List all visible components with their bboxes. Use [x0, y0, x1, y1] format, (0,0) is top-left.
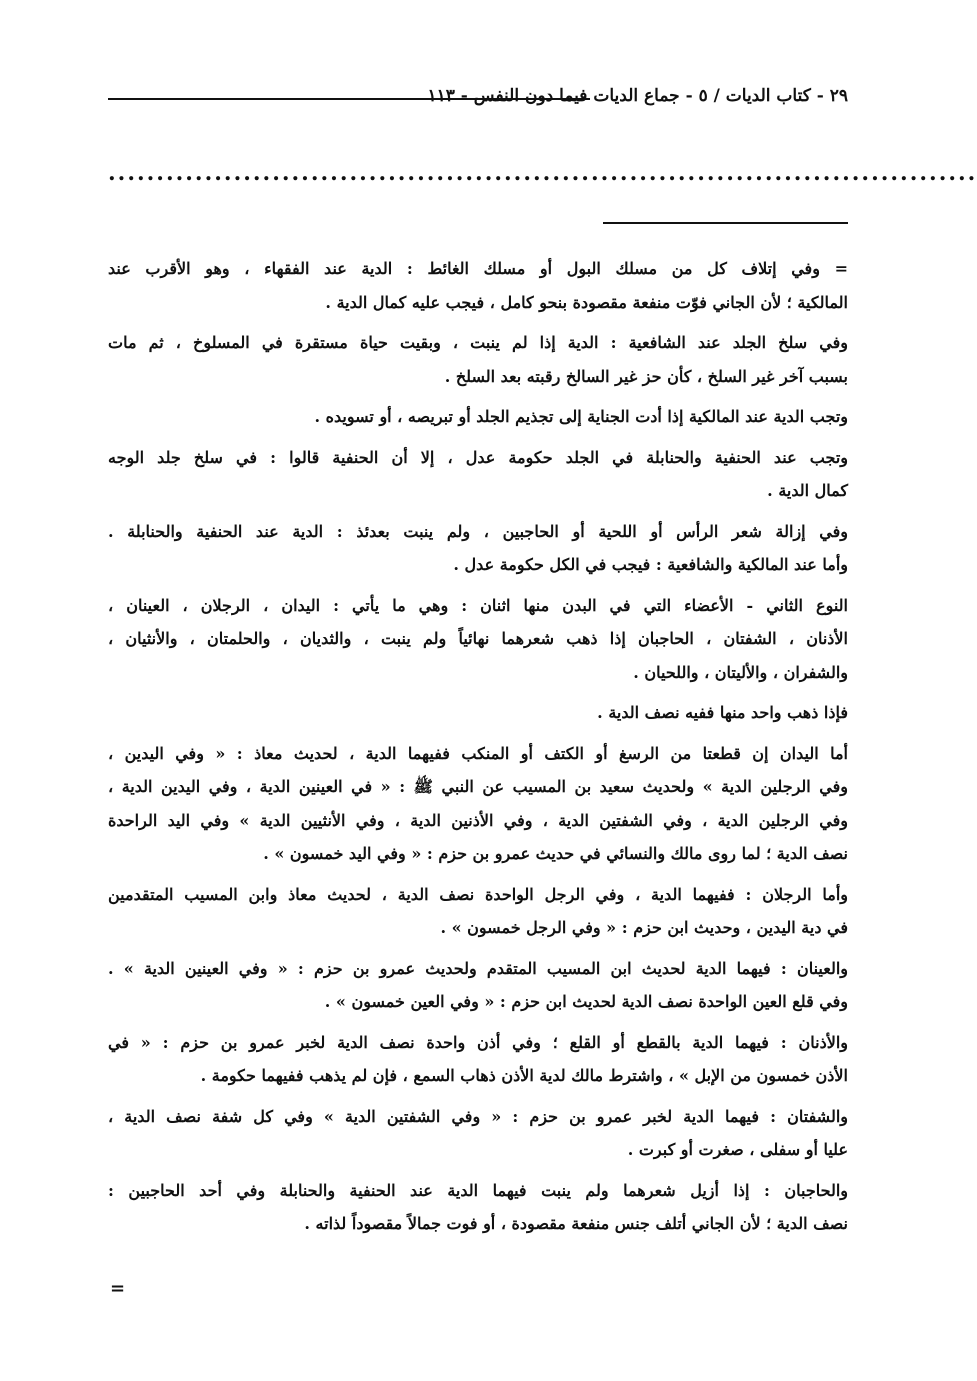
text-line: نصف الدية ؛ لأن الجاني أتلف جنس منفعة مقصودة ، أو فوت جمالاً مقصوداً لذاته . [304, 1214, 848, 1233]
continuation-mark: = [110, 1278, 126, 1299]
text-line: وأما الرجلان : ففيهما الدية ، وفي الرجل الواحدة نصف الدية ، لحديث معاذ وابن المسيب المتقدمين [108, 884, 848, 904]
text-line: وفي الرجلين الدية ، وفي الشفتين الدية ، وفي الأذنين الدية ، وفي الأنثيين الدية » وفي اليد الراحدة [108, 810, 848, 830]
paragraph [108, 1026, 848, 1093]
text-line: الأذن خمسون من الإبل » ، واشترط مالك لدية الأذن ذهاب السمع ، فإن لم يذهب ففيهما حكومة . [200, 1066, 848, 1085]
text-line: والعينان : فيهما الدية لحديث ابن المسيب المتقدم ولحديث عمرو بن حزم : « وفي العينين الدية » . [108, 958, 848, 978]
text-line: = وفي إتلاف كل من مسلك البول أو مسلك الغائط : الدية عند الفقهاء ، وهو الأقرب عند [108, 259, 849, 278]
text-line: نصف الدية ؛ لما روى مالك والنسائي في حديث عمرو بن حزم : « وفي اليد خمسون » . [263, 844, 848, 863]
text-line: وفي قلع العين الواحدة نصف الدية لحديث ابن حزم : « وفي العين خمسون » . [324, 992, 848, 1011]
paragraph [108, 441, 848, 508]
text-line: الأذنان ، الشفتان ، الحاجبان إذا ذهب شعرهما نهائياً ولم ينبت ، والثديان ، والحلمتان ، والأنثيان ، [108, 629, 848, 648]
text-line: والحاجبان : إذا أزيل شعرهما ولم ينبت فيهما الدية عند الحنفية والحنابلة وفي أحد الحاجبين : [108, 1180, 848, 1200]
paragraph [108, 589, 848, 690]
footnote-dots: .......................................................................................... [108, 160, 977, 186]
footnote-separator-rule [603, 222, 848, 224]
paragraph [108, 878, 848, 945]
text-line: عليا أو سفلى ، صغرت أو كبرت . [627, 1140, 848, 1159]
text-line: المالكية ؛ لأن الجاني فوّت منفعة مقصودة بنحو كامل ، فيجب عليه كمال الدية . [325, 292, 848, 312]
text-line: والشفتان : فيهما الدية لخبر عمرو بن حزم : « وفي الشفتين الدية » وفي كل شفة نصف الدية ، [108, 1106, 848, 1126]
text-line: النوع الثاني - الأعضاء التي في البدن منها اثنان : وهي ما يأتي : اليدان ، الرجلان ، العينان ، [108, 595, 848, 615]
text-line: في دية اليدين ، وحديث ابن حزم : « وفي الرجل خمسون » . [440, 918, 848, 937]
text-line: وتجب الدية عند المالكية إذا أدت الجناية إلى تجذيم الجلد أو تبريصه ، أو تسويده . [314, 407, 848, 426]
paragraph [108, 400, 848, 434]
text-line: أما اليدان إن قطعتا من الرسغ أو الكتف أو المنكب ففيهما الدية ، لحديث معاذ : « وفي اليدين ، [108, 743, 848, 763]
paragraph [108, 326, 848, 393]
text-line: وفي إزالة شعر الرأس أو اللحية أو الحاجبين ، ولم ينبت بعدئذ : الدية عند الحنفية والحنابلة . [108, 521, 848, 541]
text-line: كمال الدية . [767, 481, 848, 500]
paragraph [108, 1100, 848, 1167]
paragraph [108, 696, 848, 730]
footnote-body [108, 252, 848, 1248]
text-line: والشفران ، والأليتان ، واللحيان . [633, 662, 848, 682]
paragraph [108, 952, 848, 1019]
paragraph [108, 1174, 848, 1241]
text-line: وأما عند المالكية والشافعية : فيجب في الكل حكومة عدل . [453, 555, 848, 574]
paragraph [108, 515, 848, 582]
running-header [108, 86, 848, 116]
text-line: وتجب عند الحنفية والحنابلة في الجلد حكومة عدل ، إلا أن الحنفية قالوا : في سلخ جلد الوجه [108, 447, 848, 467]
text-line: بسبب آخر غير السلخ ، كأن حز غير السالخ رقبته بعد السلخ . [444, 366, 848, 386]
text-line: وفي سلخ الجلد عند الشافعية : الدية إذا لم ينبت ، وبقيت حياة مستقرة في المسلوخ ، ثم مات [108, 333, 848, 352]
text-line: فإذا ذهب واحد منها ففيه نصف الدية . [597, 703, 848, 722]
text-line: وفي الرجلين الدية » ولحديث سعيد بن المسيب عن النبي ﷺ : « في العينين الدية ، وفي اليدين الدية ، [108, 777, 848, 796]
text-line: والأذنان : فيهما الدية بالقطع أو القلع ؛ وفي أذن واحدة نصف الدية لخبر عمرو بن حزم : « في [108, 1032, 848, 1052]
paragraph [108, 737, 848, 871]
paragraph [108, 252, 848, 319]
running-title: ٢٩ - كتاب الديات / ٥ - جماع الديات فيما دون النفس - ١١٣ [427, 86, 848, 106]
